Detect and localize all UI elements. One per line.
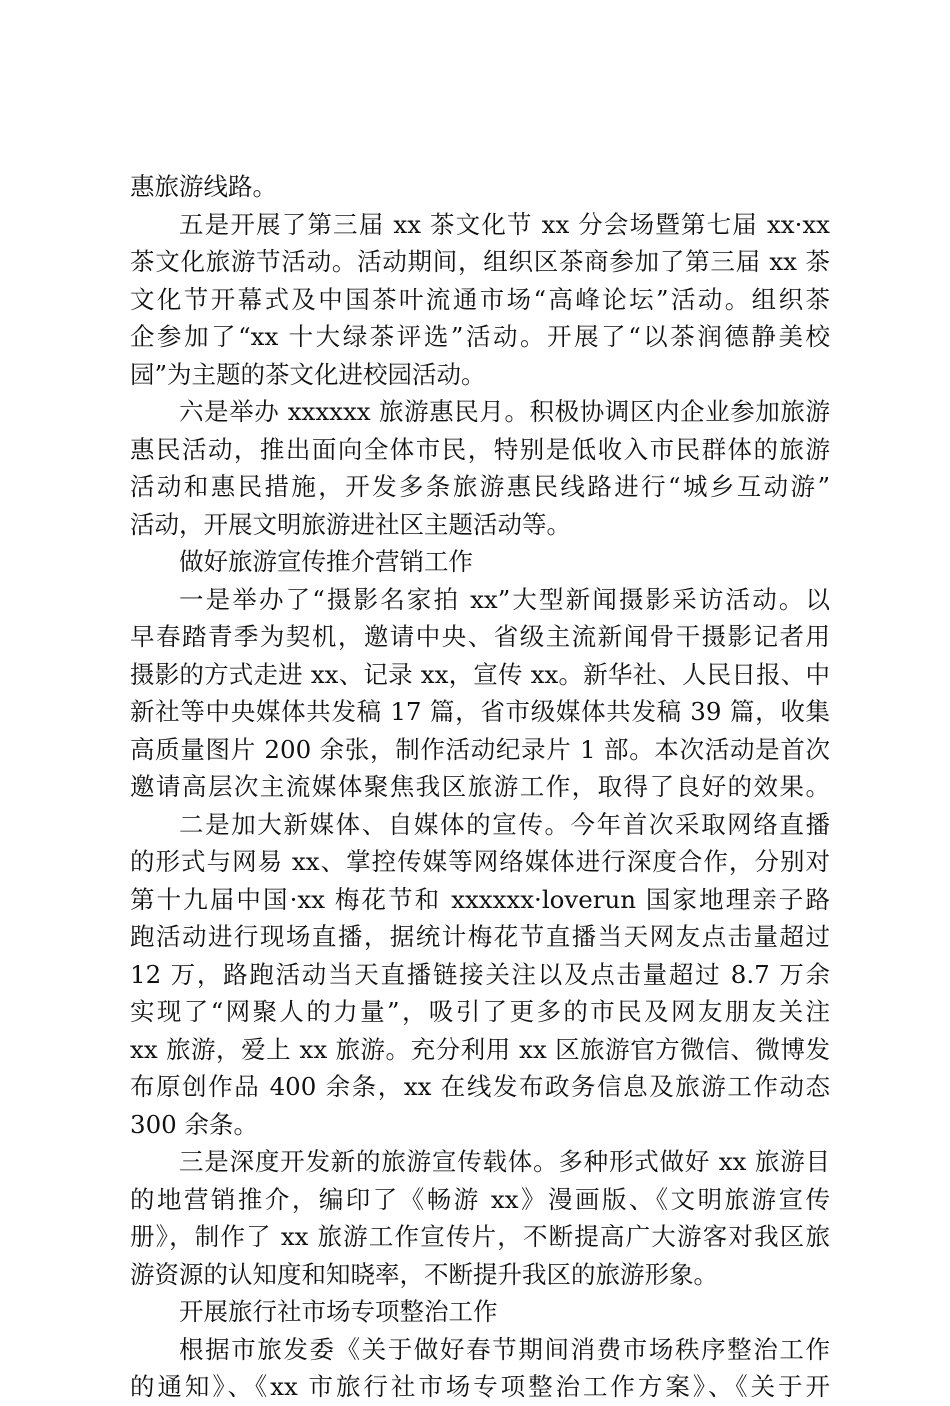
text-line: 三是深度开发新的旅游宣传载体。多种形式做好 xx 旅游目: [179, 1147, 830, 1176]
text-line: 惠旅游线路。: [130, 172, 277, 201]
text-line: 布原创作品 400 余条，xx 在线发布政务信息及旅游工作动态: [130, 1072, 830, 1101]
text-line: 文化节开幕式及中国茶叶流通市场“高峰论坛”活动。组织茶: [130, 284, 830, 314]
text-line: 12 万，路跑活动当天直播链接关注以及点击量超过 8.7 万余: [130, 959, 830, 989]
text-line: 摄影的方式走进 xx、记录 xx，宣传 xx。新华社、人民日报、中: [130, 659, 830, 689]
text-line: 300 余条。: [130, 1109, 259, 1139]
text-line: 册》，制作了 xx 旅游工作宣传片，不断提高广大游客对我区旅: [130, 1222, 830, 1251]
text-line: 根据市旅发委《关于做好春节期间消费市场秩序整治工作: [179, 1334, 830, 1364]
document-body: [130, 168, 830, 1406]
text-line: 的通知》、《xx 市旅行社市场专项整治工作方案》、《关于开: [130, 1372, 830, 1401]
text-line: xx 旅游，爱上 xx 旅游。充分利用 xx 区旅游官方微信、微博发: [130, 1034, 830, 1064]
text-line: 五是开展了第三届 xx 茶文化节 xx 分会场暨第七届 xx·xx: [179, 209, 830, 239]
text-line: 跑活动进行现场直播，据统计梅花节直播当天网友点击量超过: [130, 922, 830, 951]
text-line: 活动，开展文明旅游进社区主题活动等。: [130, 509, 571, 539]
text-line: 的地营销推介，编印了《畅游 xx》漫画版、《文明旅游宣传: [130, 1184, 830, 1214]
text-line: 活动和惠民措施，开发多条旅游惠民线路进行“城乡互动游”: [130, 472, 830, 501]
text-line: 的形式与网易 xx、掌控传媒等网络媒体进行深度合作，分别对: [130, 847, 830, 876]
text-line: 做好旅游宣传推介营销工作: [179, 547, 473, 576]
text-line: 新社等中央媒体共发稿 17 篇，省市级媒体共发稿 39 篇，收集: [130, 697, 830, 726]
text-line: 高质量图片 200 余张，制作活动纪录片 1 部。本次活动是首次: [130, 734, 830, 764]
text-line: 邀请高层次主流媒体聚焦我区旅游工作，取得了良好的效果。: [130, 772, 830, 801]
text-line: 惠民活动，推出面向全体市民，特别是低收入市民群体的旅游: [130, 434, 830, 464]
text-line: 游资源的认知度和知晓率，不断提升我区的旅游形象。: [130, 1259, 718, 1289]
text-line: 实现了“网聚人的力量”，吸引了更多的市民及网友朋友关注: [130, 997, 830, 1026]
text-line: 企参加了“xx 十大绿茶评选”活动。开展了“以茶润德静美校: [130, 322, 830, 351]
text-line: 开展旅行社市场专项整治工作: [179, 1297, 498, 1326]
text-line: 一是举办了“摄影名家拍 xx”大型新闻摄影采访活动。以: [179, 584, 830, 614]
text-line: 二是加大新媒体、自媒体的宣传。今年首次采取网络直播: [179, 809, 830, 839]
text-line: 六是举办 xxxxxx 旅游惠民月。积极协调区内企业参加旅游: [179, 397, 830, 426]
text-line: 早春踏青季为契机，邀请中央、省级主流新闻骨干摄影记者用: [130, 622, 830, 651]
text-line: 园”为主题的茶文化进校园活动。: [130, 359, 486, 389]
text-line: 茶文化旅游节活动。活动期间，组织区茶商参加了第三届 xx 茶: [130, 247, 830, 276]
text-line: 第十九届中国·xx 梅花节和 xxxxxx·loverun 国家地理亲子路: [130, 884, 830, 914]
